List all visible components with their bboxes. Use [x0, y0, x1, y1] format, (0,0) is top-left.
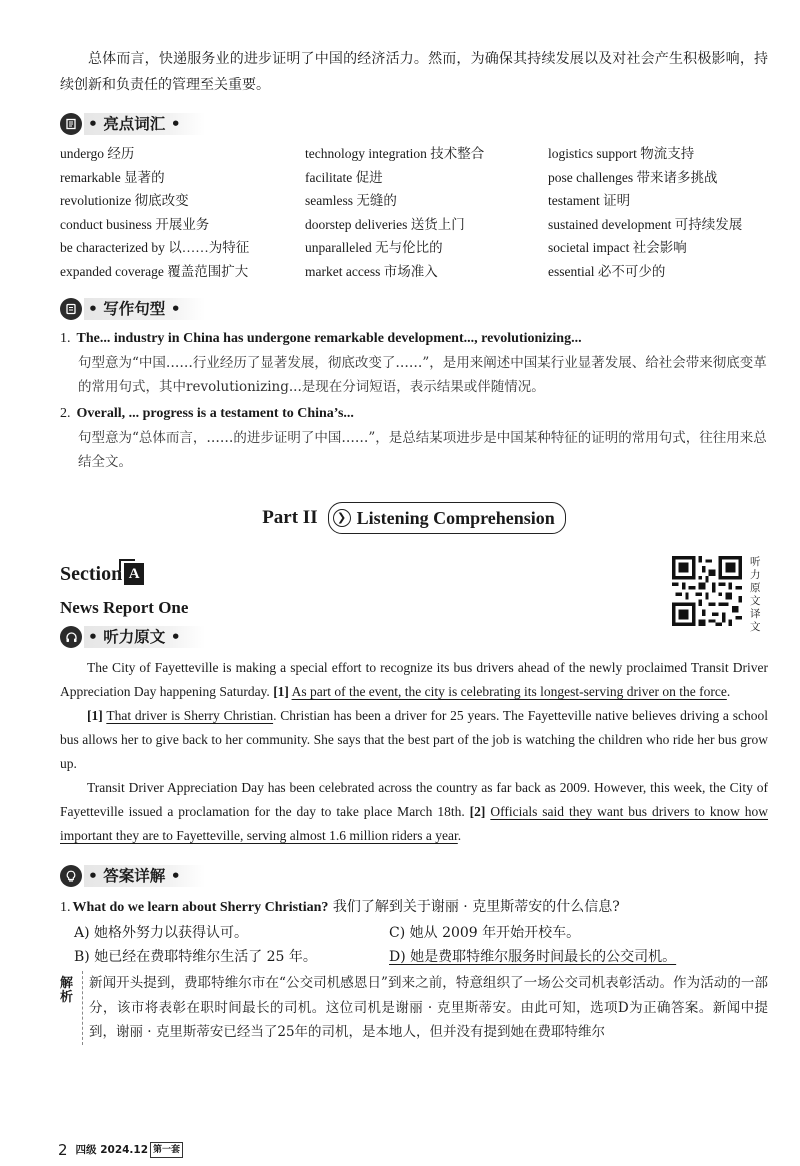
footer-text: 四级 2024.12 [75, 1143, 149, 1156]
vocab-item: societal impact 社会影响 [548, 240, 687, 255]
footer [58, 1138, 183, 1162]
option-a: A) 她格外努力以获得认可。 [74, 925, 249, 941]
vocab-item: essential 必不可少的 [548, 263, 666, 279]
vocab-item: unparalleled 无与伦比的 [305, 240, 443, 255]
option-b: B) 她已经在费耶特维尔生活了 25 年。 [74, 949, 317, 965]
answer-marker: [1] [273, 684, 289, 699]
pattern-explanation: 句型意为“总体而言，……的进步证明了中国……”，是总结某项进步是中国某种特征的证明的常用句式，往往用来总结全文。 [78, 430, 767, 470]
analysis-tag [60, 971, 82, 1045]
vocab-item: seamless 无缝的 [305, 193, 397, 208]
pattern-number: 2. [60, 406, 71, 421]
section-label [60, 558, 768, 590]
transcript-section-title: • 听力原文 • [84, 626, 205, 648]
transcript-text: Transit Driver Appreciation Day has been celebrated across the country as far back as 2009. However, this week, the City of Fayetteville issued a proclamation for the day to take place March 18th. [60, 780, 768, 819]
vocab-section-header [60, 110, 768, 138]
answer-marker: [1] [87, 708, 103, 723]
vocab-section-title: • 亮点词汇 • [84, 113, 205, 135]
question-chinese: 我们了解到关于谢丽 · 克里斯蒂安的什么信息? [332, 899, 620, 915]
report-title: News Report One [60, 598, 189, 617]
page-number: 2 [58, 1141, 68, 1159]
answer-section-title: • 答案详解 • [84, 865, 205, 887]
vocab-item: remarkable 显著的 [60, 169, 165, 185]
section-header [60, 558, 768, 658]
option-d-correct: D) 她是费耶特维尔服务时间最长的公交司机。 [389, 949, 677, 965]
answer-marker: [2] [469, 804, 486, 819]
book-icon [60, 113, 82, 135]
footer-tag: 第一套 [150, 1142, 183, 1158]
transcript-paragraph [60, 656, 768, 704]
vocab-item: be characterized by 以……为特征 [60, 240, 250, 255]
analysis-block [60, 971, 768, 1045]
transcript-text: . Christian has been a driver for 25 years. The Fayetteville native believes driving a school bus allows her to give back to her community. She says that the best part of the job is watching the children who ride her bus grow up. [60, 708, 768, 771]
answer-evidence: That driver is Sherry Christian [106, 708, 274, 723]
vocab-column-1 [60, 142, 305, 283]
vocab-item: market access 市场准入 [305, 263, 438, 279]
section-letter: A [124, 563, 144, 585]
qr-code-icon[interactable] [672, 556, 742, 626]
transcript-section-header [60, 623, 768, 651]
vocab-item: revolutionize 彻底改变 [60, 193, 189, 208]
transcript-paragraph [60, 704, 768, 776]
vocab-column-2 [305, 142, 548, 283]
analysis-tag-text: 解析 [60, 976, 74, 1005]
part-label: Part II [262, 506, 318, 528]
vocab-item: expanded coverage 覆盖范围扩大 [60, 263, 249, 279]
option-c: C) 她从 2009 年开始开校车。 [389, 925, 581, 941]
lightbulb-icon [60, 865, 82, 887]
question [60, 894, 768, 921]
vocab-item: undergo 经历 [60, 146, 135, 161]
pattern-english [60, 327, 768, 351]
vocab-item: facilitate 促进 [305, 169, 383, 185]
transcript-paragraph [60, 776, 768, 848]
pattern-section-header [60, 295, 768, 323]
pattern-english [60, 402, 768, 426]
document-icon [60, 298, 82, 320]
vocab-item: testament 证明 [548, 193, 631, 208]
question-english: What do we learn about Sherry Christian? [72, 900, 329, 915]
pattern-number: 1. [60, 331, 71, 346]
pattern-item [60, 402, 768, 474]
pattern-item [60, 327, 768, 399]
part-banner [60, 500, 768, 536]
question-number: 1. [60, 900, 71, 915]
qr-caption: 听力原文译文 [750, 556, 761, 633]
pattern-sentence: Overall, ... progress is a testament to China’s... [76, 406, 354, 421]
transcript-text: . [726, 684, 731, 699]
vocab-item: conduct business 开展业务 [60, 216, 210, 232]
answer-options [60, 921, 768, 969]
headphones-icon [60, 626, 82, 648]
vocab-item: sustained development 可持续发展 [548, 216, 743, 232]
vocab-column-3 [548, 142, 778, 283]
answer-evidence: As part of the event, the city is celebrating its longest-serving driver on the force [291, 684, 727, 699]
vocab-item: logistics support 物流支持 [548, 146, 695, 161]
pattern-sentence: The... industry in China has undergone remarkable development..., revolutionizing... [76, 331, 582, 346]
vocab-item: doorstep deliveries 送货上门 [305, 216, 465, 232]
pattern-section-title: • 写作句型 • [84, 298, 205, 320]
vocab-item: pose challenges 带来诸多挑战 [548, 169, 718, 185]
part-title-box [328, 502, 566, 534]
transcript-text: The City of Fayetteville is making a special effort to recognize its bus drivers ahead of the newly proclaimed Transit Driver Appreciation Day happening Saturday. [60, 660, 768, 699]
chevron-right-icon: ❯ [333, 509, 351, 527]
vocab-item: technology integration 技术整合 [305, 146, 485, 161]
section-label-text: Section [60, 563, 123, 585]
part-title: Listening Comprehension [356, 507, 555, 528]
answer-evidence: Officials said they want bus drivers to know how important they are to Fayetteville, serving almost 1.6 million riders a year [60, 804, 769, 843]
transcript-text: . [457, 828, 462, 843]
transcript [60, 656, 768, 848]
analysis-text: 新闻开头提到，费耶特维尔市在“公交司机感恩日”到来之前，特意组织了一场公交司机表彰活动。作为活动的一部分，该市将表彰在职时间最长的司机。这位司机是谢丽 · 克里斯蒂安。由此可知，选项D为正确答案。新闻中提到，谢丽 · 克里斯蒂安已经当了25年的司机，是本地人，但并没有提到她在费耶特维尔 [82, 971, 768, 1045]
pattern-explanation: 句型意为“中国……行业经历了显著发展，彻底改变了……”，是用来阐述中国某行业显著发展、给社会带来彻底变革的常用句式，其中revolutionizing...是现在分词短语，表示结果或伴随情况。 [78, 355, 767, 395]
intro-paragraph: 总体而言，快递服务业的进步证明了中国的经济活力。然而，为确保其持续发展以及对社会产生积极影响，持续创新和负责任的管理至关重要。 [60, 51, 768, 93]
vocab-grid [60, 142, 768, 283]
answer-section-header [60, 862, 768, 890]
